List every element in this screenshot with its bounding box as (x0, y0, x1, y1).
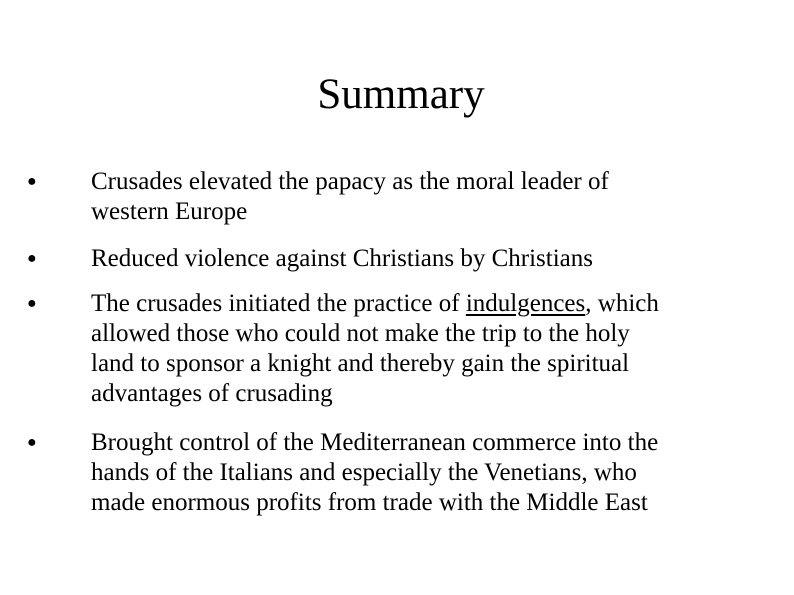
bullet-line-with-underline (91, 289, 751, 319)
bullet-text (91, 428, 751, 518)
bullet-line: Crusades elevated the papacy as the moral leader of (91, 168, 609, 195)
bullet-line: Reduced violence against Christians by Christians (91, 245, 593, 272)
bullet-line: western Europe (91, 198, 248, 225)
bullet-text (91, 167, 751, 227)
bullet-text-segment: The crusades initiated the practice of (91, 290, 466, 317)
bullet-dot-icon: ● (27, 250, 37, 267)
bullet-line: hands of the Italians and especially the Venetians, who (91, 459, 637, 486)
bullet-text (91, 289, 751, 409)
bullet-dot-icon: ● (27, 173, 37, 190)
bullet-text (91, 244, 751, 274)
bullet-line: Brought control of the Mediterranean commerce into the (91, 429, 659, 456)
bullet-line: allowed those who could not make the trip to the holy (91, 320, 630, 347)
underlined-term: indulgences (465, 290, 586, 317)
bullet-line: made enormous profits from trade with the Middle East (91, 489, 648, 516)
bullet-line: advantages of crusading (91, 380, 333, 407)
bullet-text-segment: , which (585, 290, 659, 317)
bullet-line: land to sponsor a knight and thereby gain the spiritual (91, 350, 630, 377)
slide-title: Summary (317, 71, 485, 118)
bullet-dot-icon: ● (27, 434, 37, 451)
bullet-dot-icon: ● (27, 295, 37, 312)
